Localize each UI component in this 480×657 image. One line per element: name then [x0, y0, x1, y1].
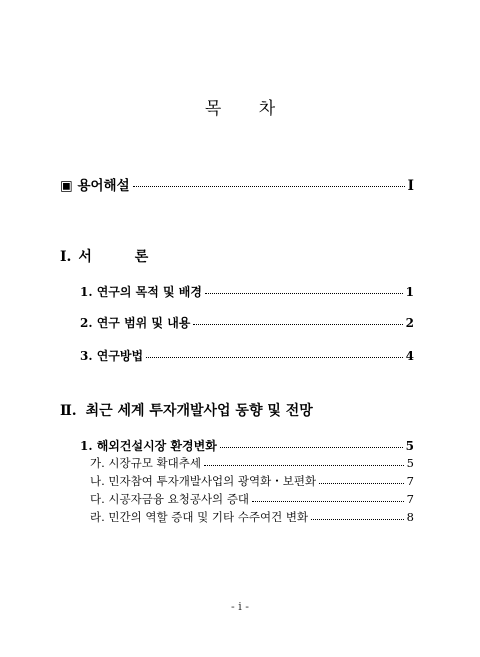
dot-leader: [220, 447, 403, 448]
toc-subentry-label: 다. 시공자금융 요청공사의 증대: [90, 492, 250, 506]
toc-subentry-label: 라. 민간의 역할 증대 및 기타 수주여건 변화: [90, 510, 309, 524]
section-heading-1: [60, 246, 148, 266]
section-numeral: Ⅰ.: [60, 249, 72, 265]
toc-subentry-label: 가. 시장규모 확대추세: [90, 456, 201, 470]
toc-entry-page: 2: [405, 316, 414, 330]
toc-entry-page: 4: [405, 349, 414, 363]
toc-entry-label: 1. 해외건설시장 환경변화: [80, 439, 217, 453]
toc-subentry-label: 나. 민자참여 투자개발사업의 광역화・보편화: [90, 474, 317, 488]
toc-entry-page: I: [407, 178, 414, 194]
dot-leader: [146, 357, 403, 358]
dot-leader: [204, 465, 404, 466]
title-char-1: 목: [204, 99, 222, 119]
toc-subentry-page: 7: [406, 474, 414, 488]
toc-entry-page: 1: [405, 285, 414, 299]
toc-entry[interactable]: [80, 347, 414, 364]
section-heading-2: [60, 400, 313, 420]
toc-entry[interactable]: [80, 437, 414, 454]
toc-entry-label: 3. 연구방법: [80, 349, 144, 363]
toc-subentry[interactable]: [90, 509, 414, 525]
section-title-part-1: 서: [78, 249, 92, 265]
toc-subentry[interactable]: [90, 491, 414, 507]
toc-entry-page: 5: [405, 439, 414, 453]
section-numeral: Ⅱ.: [60, 403, 77, 419]
toc-entry-glossary[interactable]: [60, 174, 414, 194]
toc-subentry-page: 8: [406, 510, 414, 524]
dot-leader: [311, 519, 404, 520]
toc-entry-label: 1. 연구의 목적 및 배경: [80, 285, 202, 299]
dot-leader: [133, 186, 405, 187]
dot-leader: [319, 483, 404, 484]
toc-subentry-page: 5: [406, 456, 414, 470]
toc-entry-label: ▣ 용어해설: [60, 178, 130, 194]
toc-entry-label: 2. 연구 범위 및 내용: [80, 316, 191, 330]
dot-leader: [252, 501, 404, 502]
section-title-part-2: 론: [134, 249, 149, 265]
page-title: [0, 94, 480, 119]
toc-entry[interactable]: [80, 314, 414, 331]
page-number-footer: - i -: [231, 600, 249, 613]
toc-subentry[interactable]: [90, 473, 414, 489]
toc-subentry[interactable]: [90, 455, 414, 471]
dot-leader: [193, 324, 402, 325]
dot-leader: [205, 293, 403, 294]
section-title: 최근 세계 투자개발사업 동향 및 전망: [85, 403, 313, 419]
title-char-2: 차: [258, 99, 276, 119]
toc-subentry-page: 7: [406, 492, 414, 506]
toc-entry[interactable]: [80, 283, 414, 300]
